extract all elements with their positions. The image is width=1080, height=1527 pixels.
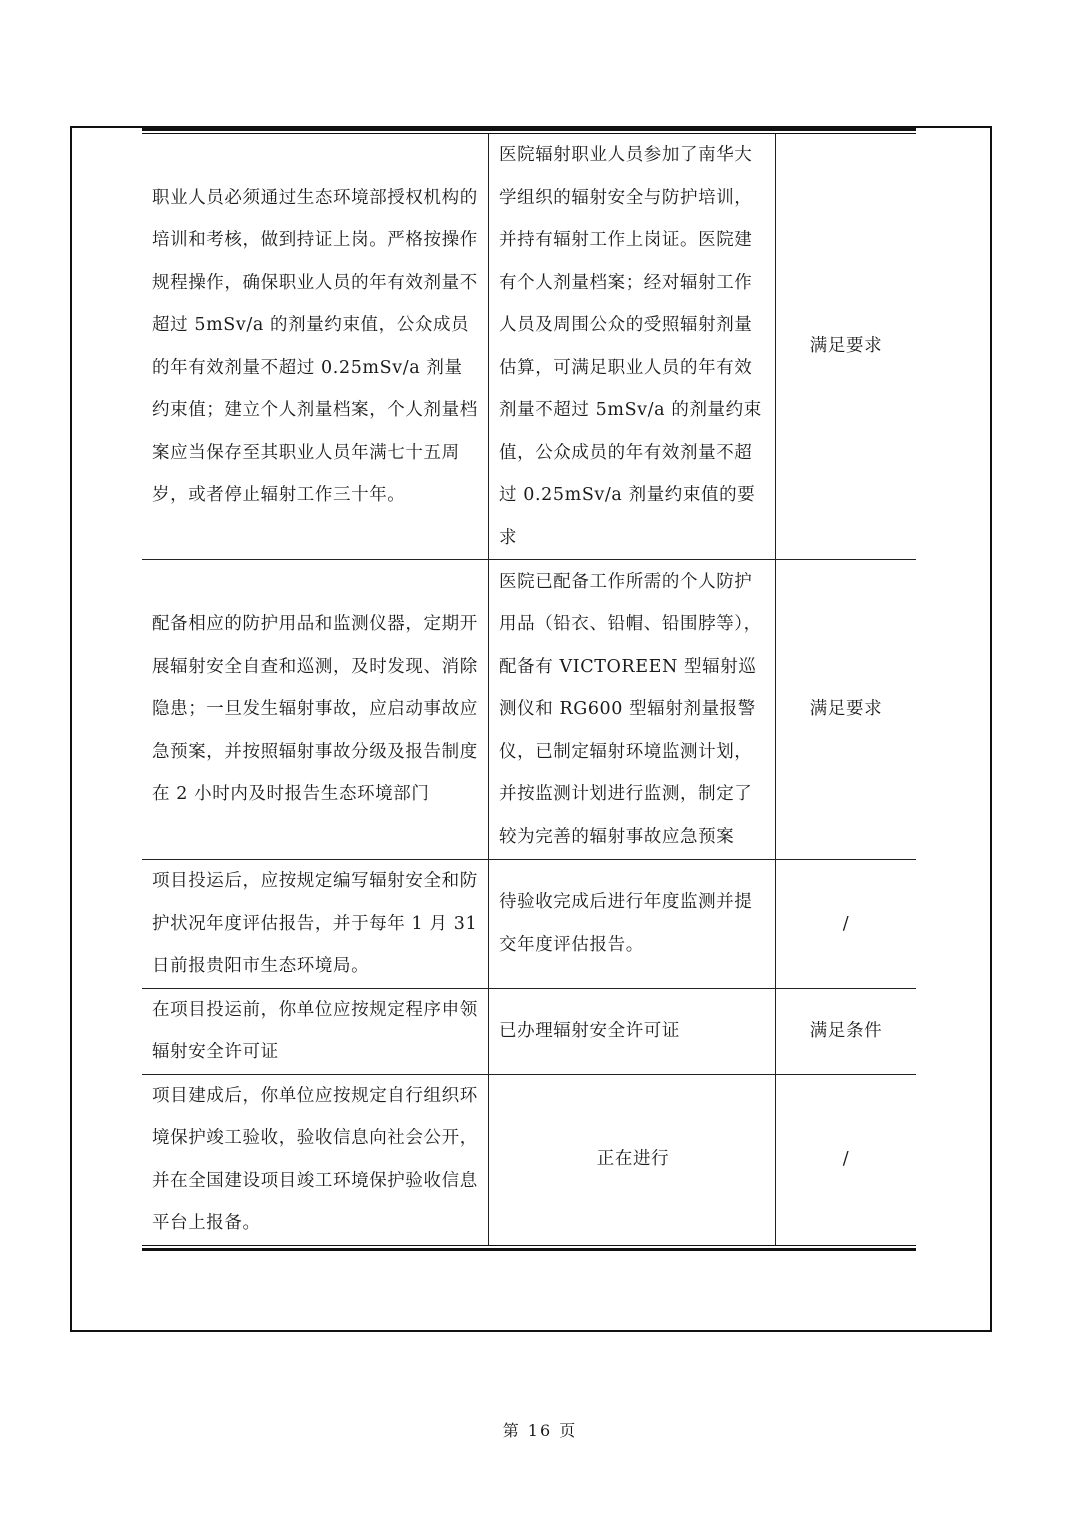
conclusion-cell: /	[776, 1074, 917, 1245]
requirement-cell: 配备相应的防护用品和监测仪器，定期开展辐射安全自查和巡测，及时发现、消除隐患；一旦发生辐射事故，应启动事故应急预案，并按照辐射事故分级及报告制度在 2 小时内及时报告生态环境部门	[142, 560, 489, 860]
table-row	[142, 860, 916, 989]
table-row	[142, 560, 916, 860]
conclusion-cell: 满足条件	[776, 988, 917, 1074]
table-bottom-rule	[142, 1245, 916, 1251]
compliance-table-wrapper	[142, 128, 916, 1251]
implementation-cell: 待验收完成后进行年度监测并提交年度评估报告。	[489, 860, 776, 989]
conclusion-cell: 满足要求	[809, 336, 883, 357]
compliance-table	[142, 134, 916, 1245]
conclusion-cell: 满足要求	[776, 560, 917, 860]
table-row	[142, 988, 916, 1074]
table-row	[142, 1074, 916, 1245]
requirement-cell: 项目投运后，应按规定编写辐射安全和防护状况年度评估报告，并于每年 1 月 31 日前报贵阳市生态环境局。	[142, 860, 489, 989]
implementation-cell: 医院已配备工作所需的个人防护用品（铅衣、铅帽、铅围脖等），配备有 VICTOREEN 型辐射巡测仪和 RG600 型辐射剂量报警仪，已制定辐射环境监测计划，并按监测计划进行监测，制定了较为完善的辐射事故应急预案	[489, 560, 776, 860]
implementation-cell: 正在进行	[489, 1074, 776, 1245]
table-row	[142, 134, 916, 560]
page-number: 第 16 页	[502, 1421, 578, 1440]
implementation-cell: 已办理辐射安全许可证	[489, 988, 776, 1074]
requirement-cell: 在项目投运前，你单位应按规定程序申领辐射安全许可证	[142, 988, 489, 1074]
requirement-cell: 项目建成后，你单位应按规定自行组织环境保护竣工验收，验收信息向社会公开，并在全国建设项目竣工环境保护验收信息平台上报备。	[142, 1074, 489, 1245]
implementation-cell: 医院辐射职业人员参加了南华大学组织的辐射安全与防护培训，并持有辐射工作上岗证。医院建有个人剂量档案；经对辐射工作人员及周围公众的受照辐射剂量估算，可满足职业人员的年有效剂量不超过 5mSv/a 的剂量约束值，公众成员的年有效剂量不超过 0.25mSv/a 剂量约束值的要求	[489, 134, 776, 560]
requirement-cell: 职业人员必须通过生态环境部授权机构的培训和考核，做到持证上岗。严格按操作规程操作，确保职业人员的年有效剂量不超过 5mSv/a 的剂量约束值，公众成员的年有效剂量不超过 0.25mSv/a 剂量约束值；建立个人剂量档案，个人剂量档案应当保存至其职业人员年满七十五周岁，或者停止辐射工作三十年。	[142, 134, 489, 560]
conclusion-cell: /	[776, 860, 917, 989]
